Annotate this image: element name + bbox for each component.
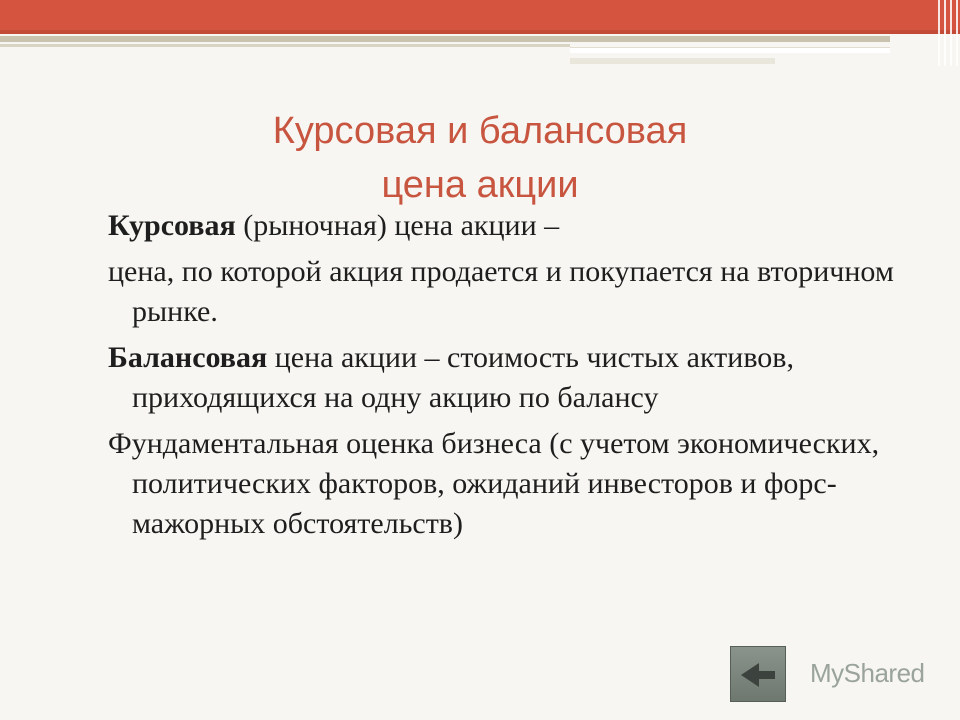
title-line-2: цена акции — [381, 164, 579, 206]
top-band-shade — [0, 30, 960, 34]
paragraph-book-value — [108, 338, 908, 418]
slide-body — [108, 206, 908, 550]
paragraph-fundamental: Фундаментальная оценка бизнеса (с учетом экономических, политических факторов, ожиданий инвесторов и форс-мажорных обстоятельств) — [108, 427, 880, 540]
slide-title — [80, 104, 880, 212]
logo-text: MyShared — [810, 658, 925, 688]
back-arrow-icon — [739, 659, 779, 691]
back-button[interactable] — [730, 646, 786, 702]
myshared-watermark — [730, 646, 940, 702]
definition-start: (рыночная) цена акции – — [235, 209, 560, 242]
decor-stripe — [0, 44, 570, 47]
term-market-price: Курсовая — [108, 209, 236, 242]
decor-stripe — [0, 36, 890, 42]
decor-stripe — [570, 47, 890, 53]
decor-stripe — [570, 58, 775, 64]
term-book-value: Балансовая — [108, 341, 268, 374]
paragraph-market-definition: цена, по которой акция продается и покупается на вторичном рынке. — [108, 255, 894, 328]
title-line-1: Курсовая и балансовая — [272, 110, 688, 152]
paragraph-market-price — [108, 206, 908, 246]
top-accent-band — [0, 0, 960, 34]
book-value-definition: цена акции – стоимость чистых активов, приходящихся на одну акцию по балансу — [132, 341, 794, 414]
corner-decoration — [932, 0, 960, 66]
